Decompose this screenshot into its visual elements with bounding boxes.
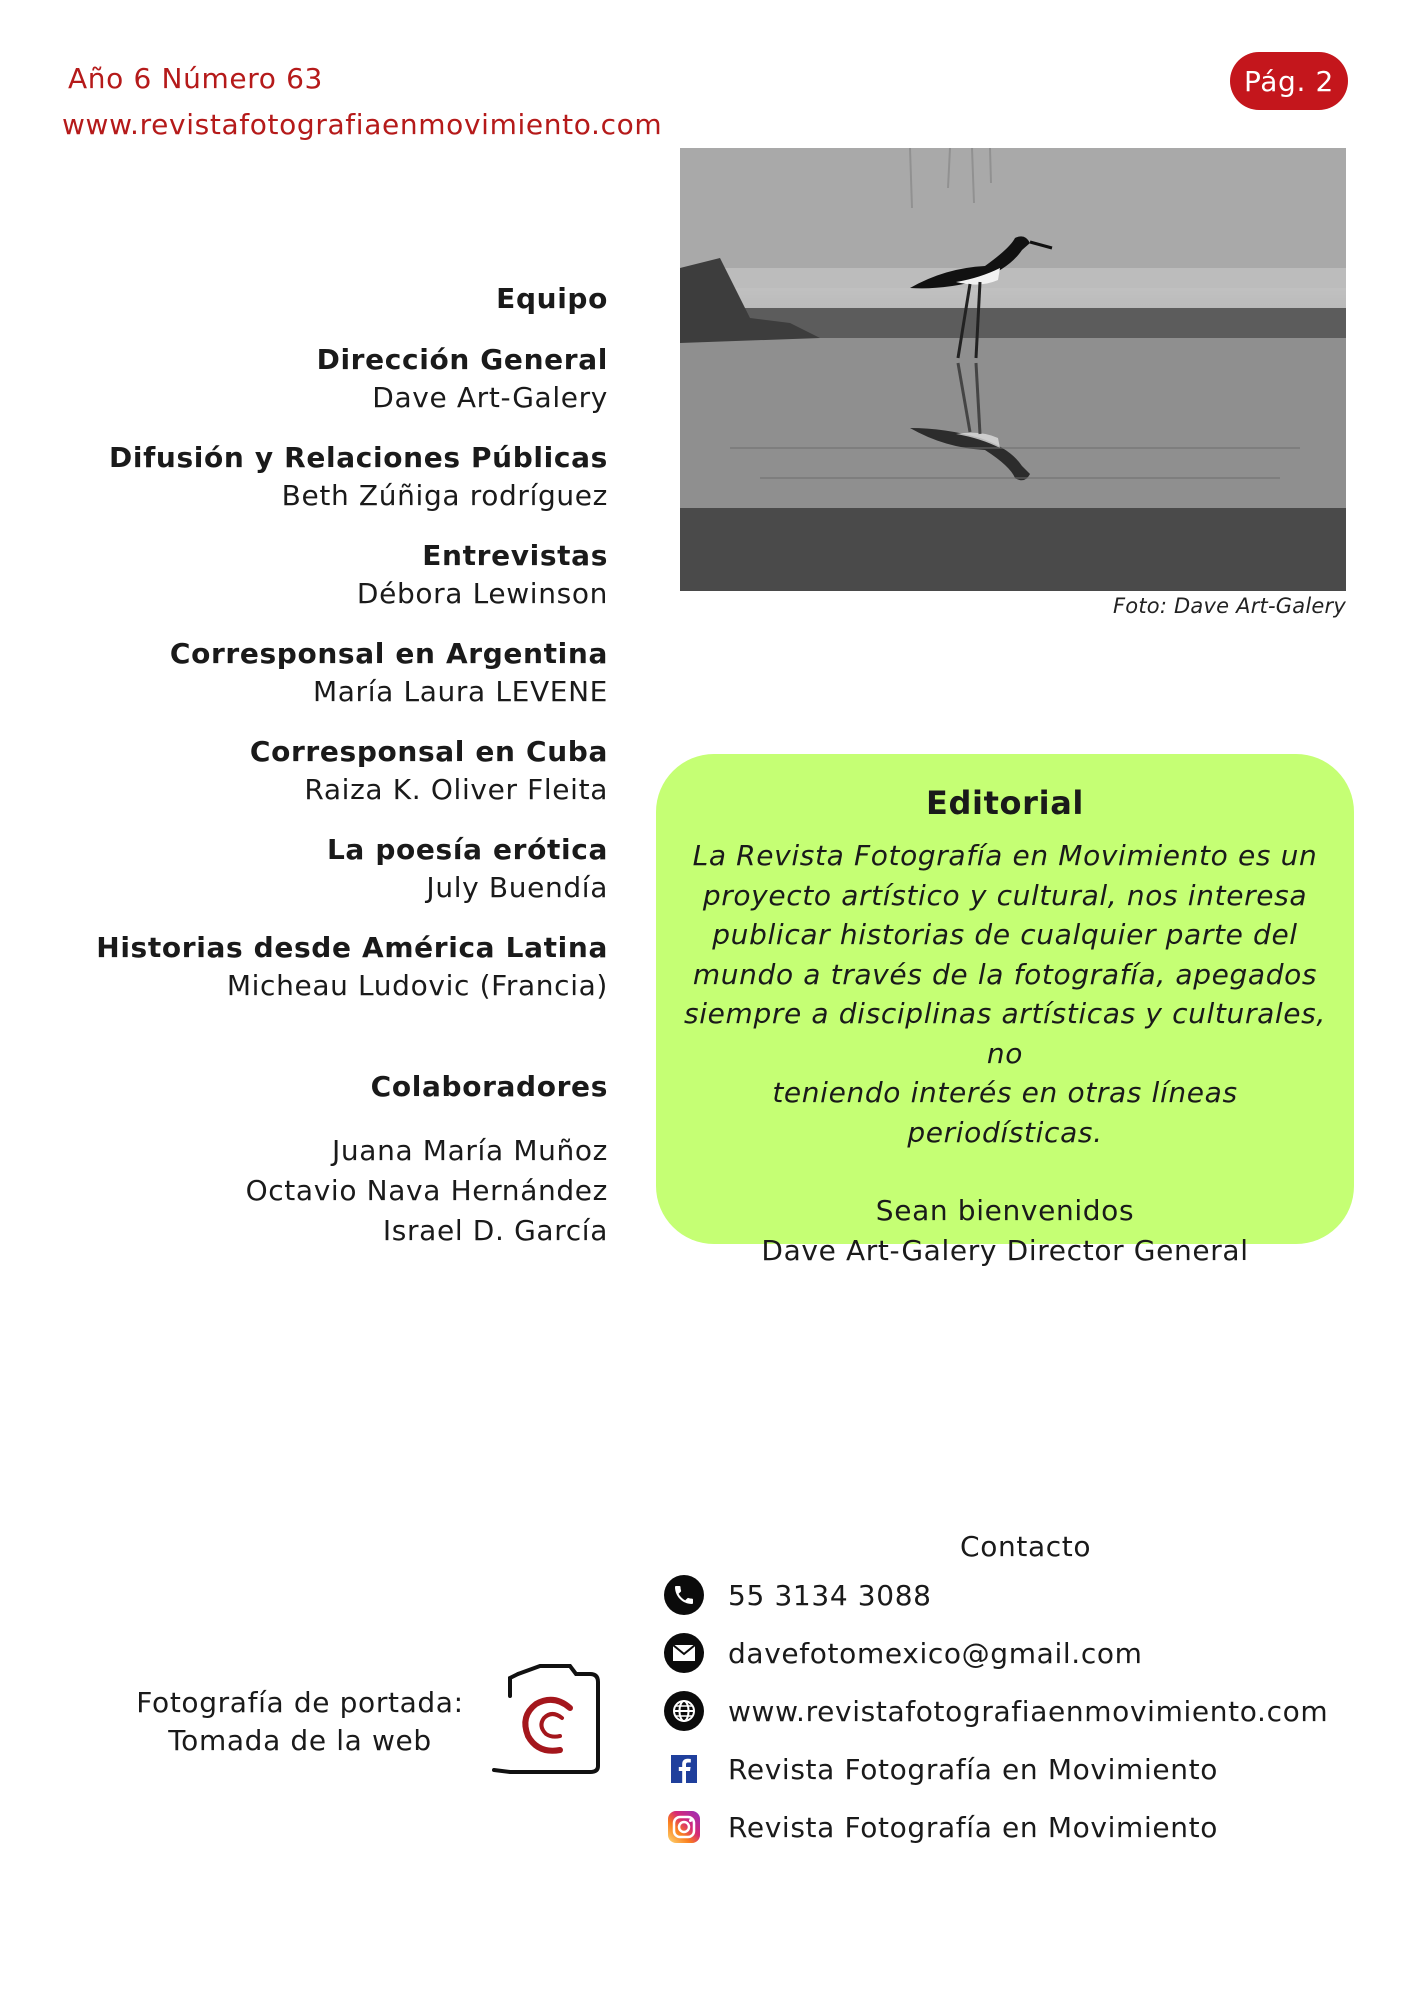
team-member (60, 831, 608, 907)
editorial-line: mundo a través de la fotografía, apegados (692, 957, 1318, 991)
email-address: davefotomexico@gmail.com (728, 1636, 1143, 1670)
contact-phone[interactable] (664, 1566, 1328, 1624)
member-name: July Buendía (426, 871, 608, 904)
team-member (60, 635, 608, 711)
cover-credit-line: Tomada de la web (168, 1724, 432, 1757)
instagram-page: Revista Fotografía en Movimiento (728, 1810, 1219, 1844)
collaborator-name: Israel D. García (382, 1214, 608, 1247)
phone-icon (664, 1575, 704, 1615)
contact-title: Contacto (960, 1530, 1092, 1563)
member-name: María Laura LEVENE (312, 675, 608, 708)
contact-instagram[interactable] (664, 1798, 1328, 1856)
issue-number: Año 6 Número 63 (68, 62, 323, 95)
editorial-line: publicar historias de cualquier parte del (712, 918, 1298, 951)
editorial-line: siempre a disciplinas artísticas y culturales, no (684, 997, 1326, 1070)
team-member (60, 341, 608, 417)
member-name: Beth Zúñiga rodríguez (281, 479, 608, 512)
member-role: Entrevistas (422, 539, 608, 572)
camera-logo-icon (490, 1656, 610, 1784)
photo-credit: Foto: Dave Art-Galery (1112, 594, 1346, 618)
member-role: Dirección General (316, 343, 608, 376)
collaborator-name: Juana María Muñoz (332, 1134, 608, 1167)
editorial-signature: Dave Art-Galery Director General (761, 1233, 1249, 1267)
editorial-title: Editorial (925, 784, 1085, 822)
editorial-line: La Revista Fotografía en Movimiento es un (692, 839, 1318, 872)
member-role: Historias desde América Latina (96, 931, 608, 964)
bird-photo-illustration (680, 148, 1346, 591)
editorial-line: proyecto artístico y cultural, nos interesa (702, 878, 1308, 912)
header-website-link[interactable]: www.revistafotografiaenmovimiento.com (62, 108, 663, 141)
member-name: Débora Lewinson (356, 577, 608, 610)
globe-icon (664, 1691, 704, 1731)
instagram-icon (664, 1807, 704, 1847)
member-role: La poesía erótica (326, 833, 608, 866)
contact-email[interactable] (664, 1624, 1328, 1682)
contact-website[interactable] (664, 1682, 1328, 1740)
team-member (60, 537, 608, 613)
collaborators-heading: Colaboradores (370, 1070, 608, 1103)
envelope-icon (664, 1633, 704, 1673)
contact-list (664, 1566, 1328, 1856)
editorial-greeting: Sean bienvenidos (875, 1194, 1135, 1227)
contact-facebook[interactable] (664, 1740, 1328, 1798)
member-role: Difusión y Relaciones Públicas (108, 441, 608, 474)
facebook-icon (664, 1749, 704, 1789)
team-section (60, 282, 608, 1027)
member-role: Corresponsal en Argentina (169, 637, 608, 670)
website-link: www.revistafotografiaenmovimiento.com (728, 1694, 1329, 1728)
member-name: Dave Art-Galery (372, 381, 608, 414)
team-member (60, 929, 608, 1005)
facebook-page: Revista Fotografía en Movimiento (728, 1752, 1219, 1786)
cover-credit-line: Fotografía de portada: (136, 1686, 464, 1719)
cover-credit (130, 1684, 470, 1760)
member-name: Raiza K. Oliver Fleita (304, 773, 608, 806)
editorial-body (656, 836, 1354, 1152)
collaborators-section (60, 1070, 608, 1251)
phone-number: 55 3134 3088 (728, 1578, 932, 1612)
member-name: Micheau Ludovic (Francia) (226, 969, 608, 1002)
member-role: Corresponsal en Cuba (249, 735, 608, 768)
editorial-box (656, 754, 1354, 1267)
bird-photo (680, 148, 1346, 591)
team-member (60, 733, 608, 809)
collaborator-name: Octavio Nava Hernández (245, 1174, 608, 1207)
team-heading: Equipo (496, 282, 608, 315)
team-member (60, 439, 608, 515)
editorial-line: teniendo interés en otras líneas periodísticas. (772, 1076, 1238, 1149)
page-number-badge: Pág. 2 (1230, 52, 1348, 110)
